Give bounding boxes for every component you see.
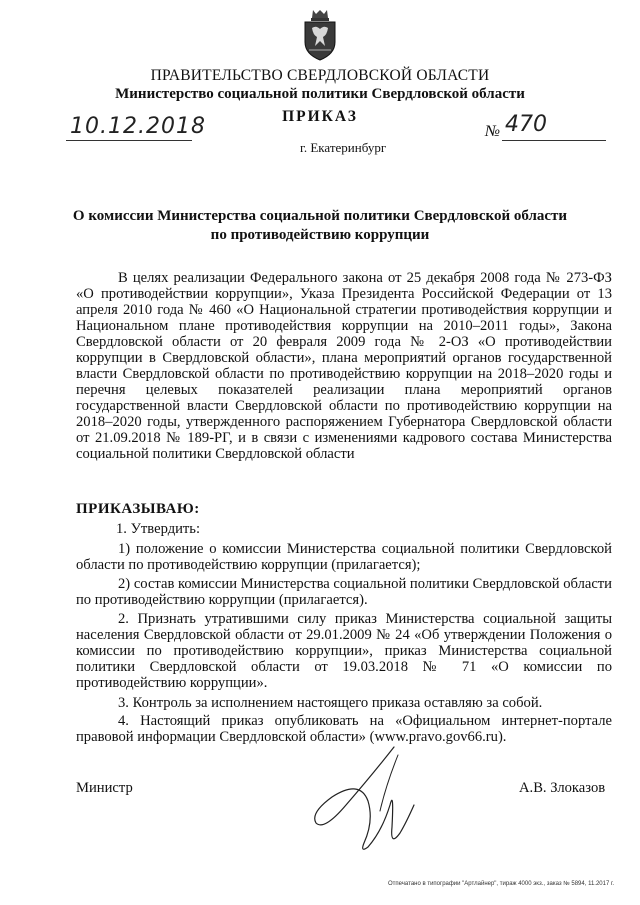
date-underline xyxy=(66,140,192,141)
organization-name: ПРАВИТЕЛЬСТВО СВЕРДЛОВСКОЙ ОБЛАСТИ xyxy=(150,67,490,84)
document-type: ПРИКАЗ xyxy=(282,108,358,125)
order-number: 470 xyxy=(505,112,547,137)
preamble-paragraph: В целях реализации Федерального закона от 25 декабря 2008 года № 273-ФЗ «О противодействии коррупции», Указа Президента Российской Федерации от 13 апреля 2010 года № 460 «О Национальной стратегии противодействия коррупции и Национальном плане противодействия коррупции на 2010–2011 годы», Закона Свердловской области от 20 февраля 2009 года № 2-ОЗ «О противодействии коррупции в Свердловской области», плана мероприятий органов государственной власти Свердловской области по противодействию коррупции на 2018–2020 годы и перечня целевых показателей реализации плана мероприятий органов государственной власти Свердловской области по противодействию коррупции на 2018–2020 годы, утвержденного распоряжением Губернатора Свердловской области от 21.09.2018 № 189-РГ, и в связи с изменениями кадрового состава Министерства социальной политики Свердловской области xyxy=(76,270,612,462)
number-underline xyxy=(502,140,606,141)
title-line-2: по противодействию коррупции xyxy=(210,227,430,243)
coat-of-arms-icon xyxy=(301,8,339,62)
directive-heading: ПРИКАЗЫВАЮ: xyxy=(76,501,200,517)
item-1: 1. Утвердить: xyxy=(116,521,201,537)
city: г. Екатеринбург xyxy=(300,140,387,155)
item-1-2: 2) состав комиссии Министерства социальной политики Свердловской области по противодействию коррупции (прилагается). xyxy=(76,576,612,608)
signer-position: Министр xyxy=(76,780,133,796)
print-footer: Отпечатано в типографии "Артлайнер", тираж 4000 экз., заказ № 5894, 11.2017 г. xyxy=(388,881,615,887)
handwritten-signature xyxy=(302,735,432,865)
title-line-1: О комиссии Министерства социальной политики Свердловской области xyxy=(72,208,568,224)
signer-name: А.В. Злоказов xyxy=(519,780,606,796)
item-1-1: 1) положение о комиссии Министерства социальной политики Свердловской области по противодействию коррупции (прилагается); xyxy=(76,541,612,573)
number-sign: № xyxy=(485,123,501,140)
item-4: 4. Настоящий приказ опубликовать на «Официальном интернет-портале правовой информации Свердловской области» (www.pravo.gov66.ru). xyxy=(76,713,612,745)
document-title xyxy=(0,207,640,245)
item-2: 2. Признать утратившими силу приказ Министерства социальной защиты населения Свердловской области от 29.01.2009 № 24 «Об утверждении Положения о комиссии по противодействию коррупции», приказ Министерства социальной политики Свердловской области от 19.03.2018 № 71 «О комиссии по противодействию коррупции». xyxy=(76,611,612,691)
order-date: 10.12.2018 xyxy=(70,114,206,139)
ministry-name: Министерство социальной политики Свердловской области xyxy=(115,86,525,102)
item-3: 3. Контроль за исполнением настоящего приказа оставляю за собой. xyxy=(118,695,543,711)
